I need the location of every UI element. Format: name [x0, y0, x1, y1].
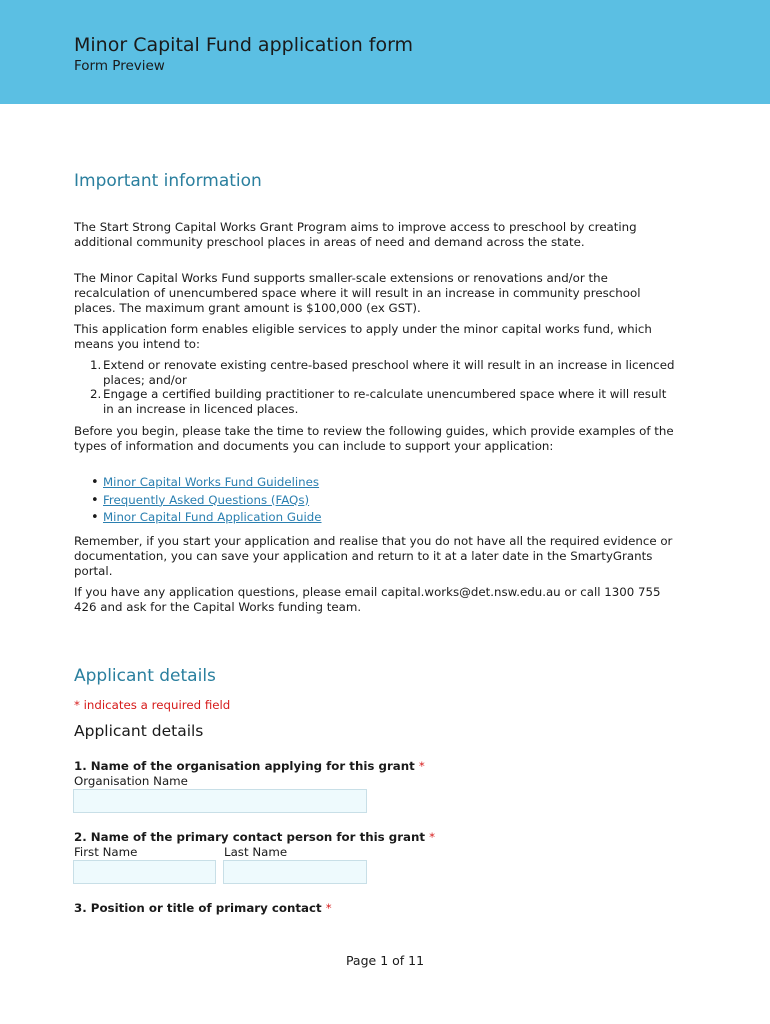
last-name-input[interactable] — [223, 860, 367, 884]
remember-paragraph: Remember, if you start your application and realise that you do not have all the required evidence or documentation, you can save your application and return to it at a later date in the SmartyGrants portal. — [74, 534, 673, 578]
contact-paragraph: If you have any application questions, please email capital.works@det.nsw.edu.au or call 1300 755 426 and ask for the Capital Works funding team. — [74, 585, 661, 614]
guides-paragraph: Before you begin, please take the time to review the following guides, which provide examples of the types of information and documents you can include to support your application: — [74, 424, 674, 453]
question-2-label — [74, 830, 435, 844]
list-number: 2. — [90, 387, 102, 402]
list-item-text: Engage a certified building practitioner to re-calculate unencumbered space where it will result in an increase in licenced places. — [103, 387, 667, 416]
list-number: 1. — [90, 358, 102, 372]
list-item-text: Extend or renovate existing centre-based preschool where it will result in an increase in licenced places; and/or — [103, 358, 675, 387]
applicant-details-subheading: Applicant details — [74, 722, 204, 740]
first-name-input[interactable] — [73, 860, 216, 884]
required-star: * — [429, 830, 436, 844]
intro-paragraph: The Start Strong Capital Works Grant Program aims to improve access to preschool by creating additional community preschool places in areas of need and demand across the state. — [74, 220, 637, 249]
application-guide-link[interactable]: Minor Capital Fund Application Guide — [103, 510, 322, 525]
question-1-label — [74, 759, 425, 773]
first-name-label: First Name — [74, 845, 138, 859]
required-field-note: * indicates a required field — [74, 698, 231, 712]
organisation-name-input[interactable] — [73, 789, 367, 813]
guidelines-link[interactable]: Minor Capital Works Fund Guidelines — [103, 475, 320, 489]
question-2-text: 2. Name of the primary contact person for this grant — [74, 830, 426, 844]
form-title: Minor Capital Fund application form — [74, 34, 414, 56]
question-3-text: 3. Position or title of primary contact — [74, 901, 322, 915]
form-subtitle: Form Preview — [74, 58, 165, 74]
guides-list — [74, 474, 679, 527]
list-item — [74, 358, 679, 387]
organisation-name-label: Organisation Name — [74, 774, 188, 788]
question-3-label — [74, 901, 332, 915]
required-star: * — [325, 901, 332, 915]
list-item — [74, 492, 679, 510]
list-item — [74, 509, 679, 527]
form-header — [0, 0, 770, 104]
applicant-details-heading: Applicant details — [74, 666, 216, 686]
list-item — [74, 474, 679, 492]
page-number: Page 1 of 11 — [345, 953, 425, 968]
intent-list — [74, 358, 679, 416]
list-item — [74, 387, 679, 416]
last-name-label: Last Name — [224, 845, 288, 859]
eligibility-paragraph: This application form enables eligible services to apply under the minor capital works fund, which means you intend to: — [74, 322, 652, 351]
faqs-link[interactable]: Frequently Asked Questions (FAQs) — [103, 492, 310, 507]
fund-paragraph: The Minor Capital Works Fund supports smaller-scale extensions or renovations and/or the recalculation of unencumbered space where it will result in an increase in community preschool places. The maximum grant amount is $100,000 (ex GST). — [74, 271, 641, 315]
question-1-text: 1. Name of the organisation applying for this grant — [74, 759, 415, 773]
required-star: * — [418, 759, 425, 773]
important-information-heading: Important information — [74, 171, 262, 191]
